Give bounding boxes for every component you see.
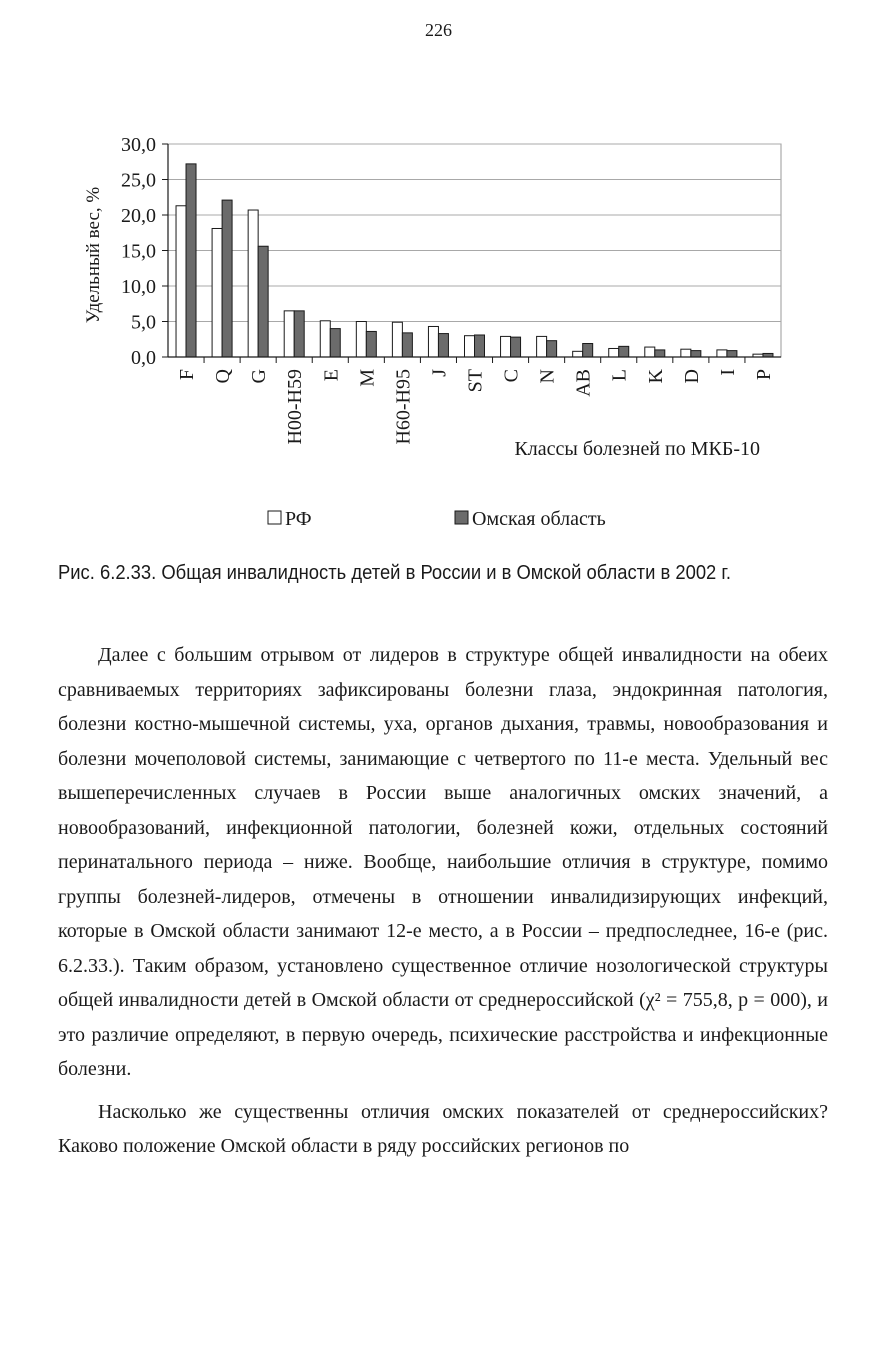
x-tick-label: J — [428, 369, 451, 377]
bar-omsk-c — [511, 337, 521, 357]
bar-rf-h00-h59 — [284, 311, 294, 357]
x-tick-label: C — [500, 369, 523, 383]
bar-omsk-m — [366, 331, 376, 357]
bar-omsk-g — [258, 246, 268, 357]
x-tick-label: H60-H95 — [392, 369, 415, 445]
chart-bars — [176, 164, 773, 357]
bar-rf-st — [465, 336, 475, 357]
bar-omsk-h00-h59 — [294, 311, 304, 357]
x-tick-label: D — [680, 369, 703, 384]
bar-omsk-h60-h95 — [402, 333, 412, 357]
bar-rf-f — [176, 206, 186, 357]
legend-label-omsk: Омская область — [472, 508, 606, 530]
y-axis-label: Удельный вес, % — [83, 186, 104, 324]
bar-omsk-ab — [583, 344, 593, 357]
legend-swatch-rf — [268, 511, 281, 524]
bar-omsk-i — [727, 351, 737, 357]
bar-chart — [0, 0, 877, 545]
x-tick-label: H00-H59 — [284, 369, 307, 445]
bar-rf-e — [320, 321, 330, 357]
bar-omsk-l — [619, 346, 629, 357]
bar-rf-j — [428, 326, 438, 357]
bar-rf-d — [681, 349, 691, 357]
page-number: 226 — [425, 20, 452, 40]
bar-rf-c — [501, 336, 511, 357]
x-tick-label: K — [644, 369, 667, 384]
y-tick-label: 10,0 — [121, 276, 156, 298]
chart-legend — [268, 508, 606, 530]
x-tick-label: L — [608, 369, 631, 382]
bar-rf-g — [248, 210, 258, 357]
x-tick-label: I — [716, 369, 739, 376]
bar-omsk-e — [330, 329, 340, 357]
y-tick-label: 5,0 — [131, 311, 156, 334]
bar-omsk-j — [438, 334, 448, 357]
legend-label-rf: РФ — [285, 508, 312, 530]
bar-omsk-q — [222, 200, 232, 357]
x-tick-label: F — [176, 369, 199, 381]
body-text — [58, 638, 828, 1164]
bar-omsk-n — [547, 341, 557, 357]
x-axis-label: Классы болезней по МКБ-10 — [514, 438, 760, 460]
y-tick-label: 15,0 — [121, 240, 156, 263]
x-tick-label: M — [356, 369, 379, 387]
bar-rf-ab — [573, 351, 583, 357]
bar-rf-l — [609, 348, 619, 357]
x-tick-label: P — [752, 369, 775, 381]
bar-omsk-st — [475, 335, 485, 357]
legend-swatch-omsk — [455, 511, 468, 524]
y-tick-label: 0,0 — [131, 347, 156, 369]
x-tick-label: ST — [464, 369, 487, 393]
x-tick-label: G — [248, 369, 271, 384]
bar-omsk-d — [691, 351, 701, 357]
paragraph-1: Далее с большим отрывом от лидеров в структуре общей инвалидности на обеих сравниваемых территориях зафиксированы болезни глаза, эндокринная патология, болезни костно-мышечной системы, уха, органов дыхания, травмы, новообразования и болезни мочеполовой системы, занимающие с четвертого по 11-е места. Удельный вес вышеперечисленных случаев в России выше аналогичных омских значений, а новообразований, инфекционной патологии, болезней кожи, отдельных состояний перинатального периода – ниже. Вообще, наибольшие отличия в структуре, помимо группы болезней-лидеров, отмечены в отношении инвалидизирующих инфекций, которые в Омской области занимают 12-е место, а в России – предпоследнее, 16-е (рис. 6.2.33.). Таким образом, установлено существенное отличие нозологической структуры общей инвалидности детей в Омской области от среднероссийской (χ² = 755,8, р = 000), и это различие определяют, в первую очередь, психические расстройства и инфекционные болезни. — [58, 644, 828, 1080]
paragraph-2: Насколько же существенны отличия омских показателей от среднероссийских? Каково положение Омской области в ряду российских регионов по — [58, 1100, 828, 1157]
x-tick-label: AB — [572, 369, 595, 397]
bar-rf-i — [717, 350, 727, 357]
x-tick-label: E — [320, 369, 343, 382]
bar-rf-h60-h95 — [392, 322, 402, 357]
bar-rf-n — [537, 336, 547, 357]
x-tick-label: N — [536, 369, 559, 384]
bar-omsk-k — [655, 350, 665, 357]
bar-rf-q — [212, 228, 222, 357]
figure-caption: Рис. 6.2.33. Общая инвалидность детей в России и в Омской области в 2002 г. — [58, 562, 731, 584]
bar-omsk-f — [186, 164, 196, 357]
y-tick-label: 25,0 — [121, 169, 156, 192]
x-tick-label: Q — [212, 369, 235, 384]
bar-rf-m — [356, 322, 366, 358]
y-tick-label: 20,0 — [121, 205, 156, 227]
y-tick-label: 30,0 — [121, 134, 156, 156]
bar-rf-k — [645, 347, 655, 357]
